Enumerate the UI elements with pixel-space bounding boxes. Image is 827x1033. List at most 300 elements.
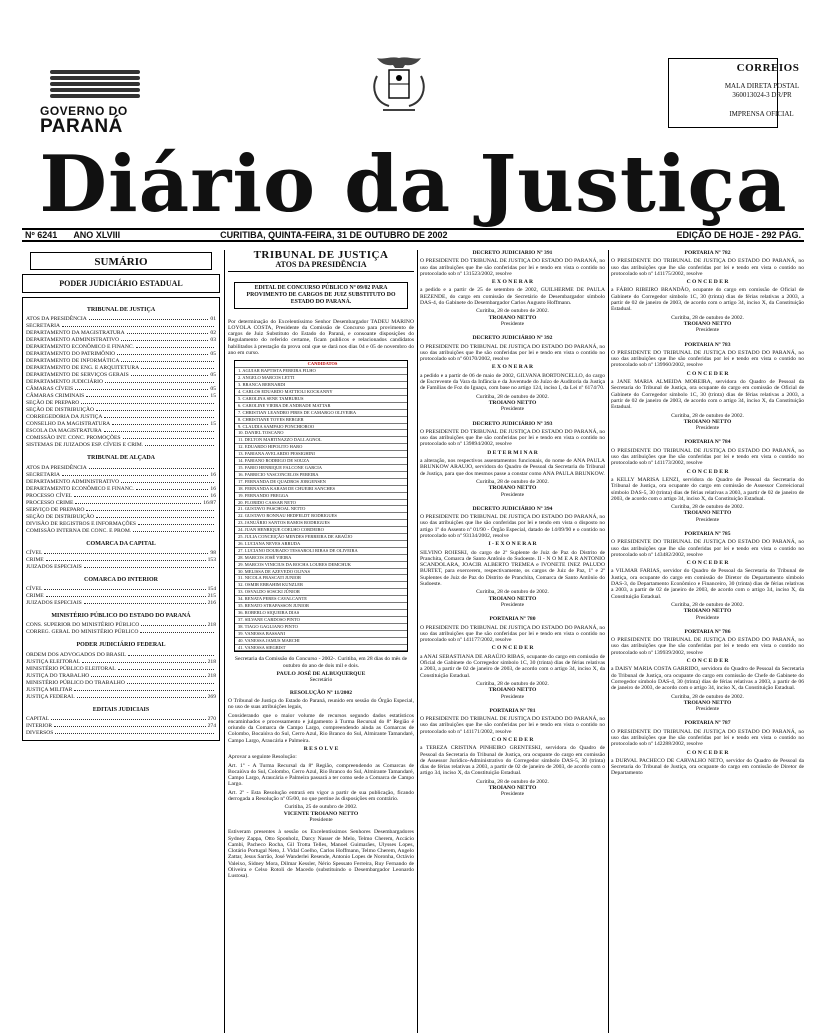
decree-intro: O PRESIDENTE DO TRIBUNAL DE JUSTIÇA DO ESTADO DO PARANÁ, no uso das atribuições que lhe são conferidas por lei e tendo em vista o contido no protocolado sob nº 141171/2002, resolve (420, 716, 605, 735)
candidate-row: 7. CHRISTIAN LEANDRO PIRES DE CAMARGO OLIVEIRA (235, 410, 407, 417)
summary-dots (44, 589, 205, 590)
summary-page-number: 03 (210, 337, 216, 344)
decree-date: Curitiba, 28 de outubro de 2002. (476, 680, 549, 687)
summary-section-title: PODER JUDICIÁRIO FEDERAL (76, 642, 166, 649)
candidate-row: 16. FABRICIO VASCONCELOS PEREIRA (235, 472, 407, 479)
summary-row (23, 680, 219, 687)
summary-item-label: DEPARTAMENTO DO PATRIMÔNIO (26, 351, 116, 358)
candidate-row: 41. VANESSA SIEGRIST (235, 645, 407, 652)
summary-item-label: CRIME (26, 593, 44, 600)
decree-signature: TROIANO NETTO (488, 785, 537, 792)
summary-item-label: ATOS DA PRESIDÊNCIA (26, 464, 87, 471)
decree-signature: TROIANO NETTO (488, 687, 537, 694)
summary-page-number: 05 (210, 372, 216, 379)
decree-body: a DAISY MARIA COSTA GARRIDO, servidora do Quadro de Pessoal da Secretaria do Tribunal de Justiça, ora ocupante do cargo em comissão de Chefe de Gabinete do Corregedor símbolo DAS-4, 30 (trinta) dias de férias relativas a 2003, a partir de 06 de janeiro de 2003, de acordo com o artigo 34, inciso X, da Constituição Estadual. (611, 666, 804, 692)
summary-item-label: JUSTIÇA ELEITORAL (26, 658, 81, 665)
summary-item-label: SEÇÃO DE DISTRIBUIÇÃO (26, 407, 95, 414)
decree-role: Presidente (500, 601, 525, 608)
decree-date: Curitiba, 28 de outubro de 2002. (671, 504, 744, 511)
candidate-row: 12. EDUARDO HIPOLITO HARO (235, 444, 407, 451)
candidate-row: 14. FABIANO RODRIGO DE SOUZA (235, 458, 407, 465)
summary-row (23, 500, 219, 507)
decree-intro: O PRESIDENTE DO TRIBUNAL DE JUSTIÇA DO ESTADO DO PARANÁ, no uso das atribuições que lhe são conferidas por lei e tendo em vista o contido no protocolado sob nº 141175/2002, resolve (611, 258, 804, 277)
president-name: VICENTE TROIANO NETTO (283, 810, 359, 817)
summary-dots (46, 596, 206, 597)
summary-dots (128, 655, 214, 656)
summary-row (23, 493, 219, 500)
summary-page-number: 98 (210, 549, 216, 556)
summary-row (23, 465, 219, 472)
decree-date: Curitiba, 28 de outubro de 2002. (671, 412, 744, 419)
decree-title: PORTARIA Nº 783 (684, 341, 731, 348)
summary-page-number: 216 (207, 600, 216, 607)
decree-date: Curitiba, 28 de outubro de 2002. (671, 314, 744, 321)
decree-block (420, 708, 605, 798)
summary-dots (118, 669, 214, 670)
summary-dots (89, 319, 209, 320)
candidate-row: 39. VANESSA BASSANI (235, 631, 407, 638)
candidate-row: 30. MELISSA DE AZEVEDO OLIVAS (235, 569, 407, 576)
summary-dots (75, 503, 201, 504)
summary-item-label: PROCESSO CRIME (26, 499, 74, 506)
summary-item-label: DEPARTAMENTO DE ENG. E ARQUITETURA (26, 365, 140, 372)
summary-item-label: DEPARTAMENTO DA MAGISTRATURA (26, 330, 125, 337)
summary-row (23, 666, 219, 673)
summary-row (23, 365, 219, 372)
issue-header (22, 228, 804, 242)
candidate-row: 4. CARLOS EDUARDO MATTIOLI KOCKANNY (235, 389, 407, 396)
decree-block (611, 531, 804, 621)
decree-role: Presidente (695, 614, 720, 621)
candidate-row: 18. FERNANDA KARAM DE CHUEIRI SANCHES (235, 486, 407, 493)
decree-intro: O PRESIDENTE DO TRIBUNAL DE JUSTIÇA DO ESTADO DO PARANÁ, no uso das atribuições que lhe são conferidas por lei e tendo em vista o contido no protocolado sob nº 141177/2002, resolve (420, 624, 605, 644)
decree-role: Presidente (500, 406, 525, 413)
candidate-row: 29. MARCOS VINICIUS DA ROCHA LOURES DEMCHUK (235, 562, 407, 569)
summary-item-label: CONS. SUPERIOR DO MINISTÉRIO PÚBLICO (26, 622, 140, 629)
commission-text: Secretaria da Comissão do Concurso - 2002-. Curitiba, em 28 dias do mês de outubro do ano de dois mil e dois. (234, 656, 408, 669)
candidate-row: 20. FLORIDO CASSAB NETO (235, 500, 407, 507)
decree-date: Curitiba, 28 de outubro de 2002. (476, 393, 549, 400)
summary-row (23, 600, 219, 607)
summary-dots (121, 340, 208, 341)
summary-page-number: 218 (207, 622, 216, 629)
summary-page-number: 05 (210, 351, 216, 358)
summary-dots (141, 625, 205, 626)
summary-row (23, 358, 219, 365)
candidate-row: 37. SILVANE CARDOSO PINTO (235, 617, 407, 624)
summary-page-number: 218 (207, 672, 216, 679)
summary-dots (74, 496, 208, 497)
summary-item-label: CORREGEDORIA DA JUSTIÇA (26, 414, 103, 421)
summary-dots (131, 375, 209, 376)
correios-line1: MALA DIRETA POSTAL (724, 82, 800, 90)
decree-block (420, 506, 605, 608)
summary-dots (62, 475, 208, 476)
sumario-title: SUMÁRIO (30, 252, 212, 270)
summary-dots (96, 517, 214, 518)
decree-role: Presidente (695, 516, 720, 523)
summary-item-label: SISTEMAS DE JUIZADOS ESP. CÍVEIS E CRIM. (26, 442, 144, 449)
summary-page-number: 02 (210, 330, 216, 337)
decree-body: a JANE MARIA ALMEIDA MOREIRA, servidora do Quadro de Pessoal da Secretaria do Tribunal de Justiça, ora ocupante do cargo em comissão de Oficial de Gabinete do Corregedor símbolo 1C, 30 (trinta) dias de férias relativas a 2003, a partir de 02 de janeiro de 2003, de acordo com o artigo 34, inciso X, da Constituição Estadual. (611, 379, 804, 411)
decree-signature: TROIANO NETTO (488, 399, 537, 406)
summary-row (23, 723, 219, 730)
candidate-row: 40. VANESSA JAMUS MARCHI (235, 638, 407, 645)
candidate-row: 35. RENATO STRAPASSON JUNIOR (235, 603, 407, 610)
decree-body: a pedido e a partir de 06 de maio de 2002, GILVANA BORTONCELLO, do cargo de Escrevente da Vara da Infância e da Juventude do Juízo de Auditoria da Justiça de Famílias de Foz do Iguaçu, com base no artigo 124, inciso I, da Lei nº 6174/70. (420, 372, 605, 392)
decree-title: DECRETO JUDICIÁRIO Nº 393 (472, 420, 553, 427)
summary-item-label: SECRETARIA (26, 471, 61, 478)
decree-title: PORTARIA Nº 782 (684, 250, 731, 256)
candidate-row: 17. FERNANDA DE QUADROS JORGENSEN (235, 479, 407, 486)
summary-row (23, 652, 219, 659)
correios-title: CORREIOS (736, 62, 800, 74)
summary-dots (140, 632, 214, 633)
candidate-row: 19. FERNANDO FREGGA (235, 493, 407, 500)
decree-verb: C O N C E D E R (686, 468, 729, 475)
summary-row (23, 323, 219, 330)
summary-page-number: 15 (210, 393, 216, 400)
candidate-row: 24. JUAN HENRIQUE COELHO CORDEIRO (235, 527, 407, 534)
summary-row (23, 550, 219, 557)
summary-item-label: JUSTIÇA MILITAR (26, 686, 73, 693)
summary-page-number: 274 (207, 723, 216, 730)
summary-page-number: 215 (207, 593, 216, 600)
summary-item-label: SECRETARIA (26, 323, 61, 330)
resolve-label: R E S O L V E (303, 746, 339, 752)
decree-signature: TROIANO NETTO (683, 320, 732, 327)
summary-row (23, 730, 219, 737)
logo-line2: PARANÁ (40, 116, 123, 137)
summary-dots (104, 417, 214, 418)
summary-row (23, 586, 219, 593)
candidate-row: 38. TIAGO GAGLIANO PINTO (235, 624, 407, 631)
summary-dots (112, 424, 208, 425)
decree-verb: E X O N E R A R (491, 364, 534, 371)
decree-body: a VILMAR FARIAS, servidor do Quadro de Pessoal da Secretaria do Tribunal de Justiça, ora ocupante do cargo em comissão de Diretor do Departamento símbolo DAS-3, do Departamento Econômico e Financeiro, 30 (trinta) dias de férias relativas a 2003, a partir de 02 de janeiro de 2003, de acordo com o artigo 34, inciso X, da Constituição Estadual. (611, 568, 804, 600)
issue-edition: EDIÇÃO DE HOJE - 292 PÁG. (676, 230, 801, 240)
summary-dots (54, 726, 206, 727)
summary-row (23, 414, 219, 421)
candidate-row: 11. DELTON MARTINAZZO DALLAGNOL (235, 437, 407, 444)
decree-verb: C O N C E D E R (686, 658, 729, 665)
decree-intro: O PRESIDENTE DO TRIBUNAL DE JUSTIÇA DO ESTADO DO PARANÁ, no uso das atribuições que lhe são conferidas por lei e tendo em vista o contido no protocolado sob nº 139939/2002, resolve (611, 637, 804, 656)
summary-section-title: EDITAIS JUDICIAIS (92, 706, 150, 713)
candidate-row: 6. CAROLINE VIEIRA DE ANDRADE MATTAR (235, 403, 407, 410)
decree-title: PORTARIA Nº 786 (684, 628, 731, 635)
decree-signature: TROIANO NETTO (683, 699, 732, 706)
summary-item-label: CONSELHO DA MAGISTRATURA (26, 421, 111, 428)
decree-role: Presidente (500, 320, 525, 327)
decree-block (611, 439, 804, 523)
decree-signature: TROIANO NETTO (488, 485, 537, 492)
summary-item-label: INTERIOR (26, 723, 53, 730)
summary-row (23, 629, 219, 636)
decree-role: Presidente (695, 425, 720, 432)
summary-dots (77, 697, 206, 698)
summary-dots (117, 354, 208, 355)
decree-verb: I - E X O N E R A R (488, 541, 537, 548)
decree-body: a alteração, nos respectivos assentamentos funcionais, do nome de ANA PAULA BRUNKOW ARAUJO, servidora do Quadro de Pessoal da Secretaria do Tribunal de Justiça, para que dos mesmos passe a constar como ANA PAULA BRUNKOW. (420, 458, 605, 477)
candidate-row: 32. OSMIR EBRAHIM KUNZLER (235, 582, 407, 589)
decree-title: DECRETO JUDICIÁRIO Nº 392 (472, 335, 553, 342)
summary-page-number: 01 (210, 316, 216, 323)
sumario-list (22, 297, 220, 741)
summary-row (23, 659, 219, 666)
summary-item-label: DIVISÃO DE REGISTROS E INFORMAÇÕES (26, 520, 137, 527)
resolution-p1: O Tribunal de Justiça do Estado do Paraná, reunido em sessão do Órgão Especial, no uso de suas atribuições legais, (228, 697, 414, 711)
summary-dots (55, 733, 214, 734)
summary-row (23, 564, 219, 571)
summary-dots (74, 690, 214, 691)
decree-signature: TROIANO NETTO (683, 418, 732, 425)
summary-dots (44, 553, 208, 554)
summary-section-title: COMARCA DO INTERIOR (83, 576, 158, 583)
summary-dots (81, 403, 214, 404)
summary-section-title: TRIBUNAL DE ALÇADA (86, 455, 155, 462)
summary-dots (89, 468, 214, 469)
decree-role: Presidente (500, 693, 525, 700)
decree-body: SILVINO ROIESKI, do cargo de 2º Suplente de Juiz de Paz do Distrito de Pranchita, Comarca de Santo Antônio do Sudoeste. II - N O M E A R ANTONIO SCANDOLARA, JOACIR ALBERTO TREMEA e IVONETE INEZ PALUDO BURTET, para exercerem, respectivamente, os cargos de Juiz de Paz, 1º e 2º Suplentes de Juiz de Paz do Distrito de Pranchita, Comarca de Santo Antônio do Sudoeste. (420, 549, 605, 588)
decree-intro: O PRESIDENTE DO TRIBUNAL DE JUSTIÇA DO ESTADO DO PARANÁ, no uso das atribuições que lhe são conferidas por lei e tendo em vista o contido no protocolado sob nº 141173/2002, resolve (611, 447, 804, 467)
summary-dots (46, 560, 206, 561)
summary-dots (96, 410, 214, 411)
decree-intro: O PRESIDENTE DO TRIBUNAL DE JUSTIÇA DO ESTADO DO PARANÁ, no uso das atribuições que lhe são conferidas por lei e tendo em vista o contido no protocolado sob nº 139960/2002, resolve (611, 349, 804, 369)
decree-block (420, 335, 605, 412)
decree-title: DECRETO JUDICIÁRIO Nº 394 (472, 505, 553, 512)
logo-line1: GOVERNO DO (40, 104, 128, 118)
decree-block (420, 421, 605, 498)
summary-page-number: 218 (207, 658, 216, 665)
candidate-row: 33. OSVALDO SOSCKI JÚNIOR (235, 589, 407, 596)
summary-page-number: 153 (207, 556, 216, 563)
summary-dots (138, 524, 214, 525)
summary-dots (84, 603, 206, 604)
decree-title: PORTARIA Nº 781 (489, 707, 536, 714)
summary-dots (127, 683, 214, 684)
candidate-row: 27. LUCIANO DOURADO TESSAROLI RIBAS DE OLIVEIRA (235, 548, 407, 555)
summary-item-label: DEPARTAMENTO DE INFORMÁTICA (26, 358, 120, 365)
summary-dots (82, 662, 205, 663)
poder-judiciario-estadual: PODER JUDICIÁRIO ESTADUAL (22, 274, 220, 293)
summary-dots (105, 382, 214, 383)
summary-item-label: ATOS DA PRESIDÊNCIA (26, 316, 87, 323)
summary-item-label: PROCESSO CÍVEL (26, 492, 73, 499)
issue-year: ANO XLVIII (73, 230, 121, 240)
tj-title: TRIBUNAL DE JUSTIÇA (253, 250, 389, 261)
decree-block (611, 629, 804, 713)
decree-body: a TEREZA CRISTINA PINHEIRO GRENTESKI, servidora do Quadro de Pessoal da Secretaria do Tribunal de Justiça, ora ocupante do cargo em comissão de Assessor Jurídico-Administrativo do Corregedor símbolo DAS-5, 30 (trinta) dias de férias relativas a 2003, a partir de 02 de janeiro de 2003, de acordo com o artigo 34, inciso X, da Constituição Estadual. (420, 745, 605, 777)
candidate-row: 36. ROBERLO SIQUEIRA DIAS (235, 610, 407, 617)
decree-verb: C O N C E D E R (491, 645, 534, 652)
summary-dots (84, 567, 214, 568)
summary-item-label: ORDEM DOS ADVOGADOS DO BRASIL (26, 651, 127, 658)
decree-body: a FÁBIO RIBEIRO BRANDÃO, ocupante do cargo em comissão de Oficial de Gabinete do Corregedor símbolo 1C, 30 (trinta) dias de férias relativas a 2003, a partir de 02 de janeiro de 2003, de acordo com o artigo 34, inciso X, da Constituição Estadual. (611, 287, 804, 313)
summary-page-number: 16 (210, 492, 216, 499)
summary-section-title: TRIBUNAL DE JUSTIÇA (86, 307, 156, 313)
summary-page-number: 269 (207, 693, 216, 700)
summary-dots (145, 445, 214, 446)
resolution-date: Curitiba, 25 de outubro de 2002. (284, 804, 358, 811)
summary-page-number: 15 (210, 421, 216, 428)
summary-item-label: DEPARTAMENTO JUDICIÁRIO (26, 379, 104, 386)
secretary-name: PAULO JOSÉ DE ALBUQUERQUE (276, 671, 366, 678)
summary-item-label: COMISSÃO INT. CONC. PROMOÇÕES (26, 435, 121, 442)
resolution-p2: Considerando que o maior volume de recursos segundo dados estatísticos encaminhados e processamento e julgamento à Turma Recursal do 8ª Região é oriundo da Comarca de Campo Largo, compreendendo ainda as Comarcas de Colombo, Bocaiúva do Sul, Cerro Azul, Rio Branco do Sul, Almirante Tamandaré, Campo Largo, Araucária e Palmeira. (228, 712, 414, 744)
portarias-column (611, 250, 804, 1033)
summary-dots (104, 431, 214, 432)
correios-stamp (668, 58, 800, 128)
candidates-table (234, 360, 408, 652)
candidate-row: 31. NICOLA FRASCATI JUNIOR (235, 575, 407, 582)
president-role: Presidente (309, 816, 333, 823)
decree-date: Curitiba, 28 de outubro de 2002. (476, 308, 549, 315)
decree-intro: O PRESIDENTE DO TRIBUNAL DE JUSTIÇA DO ESTADO DO PARANÁ, no uso das atribuições que lhe são conferidas por lei e tendo em vista o disposto no artigo 1º do Assento nº 01/90 - Órgão Especial, datado de 14/09/90 e o contido no protocolado sob nº 93134/2002, resolve (420, 514, 605, 539)
decree-intro: O PRESIDENTE DO TRIBUNAL DE JUSTIÇA DO ESTADO DO PARANÁ, no uso das atribuições que lhe são conferidas por lei e tendo em vista o contido no protocolado sob nº 139894/2002, resolve (420, 428, 605, 448)
summary-item-label: ESCOLA DA MAGISTRATURA (26, 428, 102, 435)
summary-page-number: 154 (207, 586, 216, 593)
edital-title: EDITAL DE CONCURSO PÚBLICO Nº 09/02 PARA PROVIMENTO DE CARGOS DE JUIZ SUBSTITUTO DO ESTADO DO PARANÁ. (234, 282, 408, 309)
summary-row (23, 593, 219, 600)
summary-item-label: DEPARTAMENTO ECONÔMICO E FINANC. (26, 485, 134, 492)
summary-dots (121, 482, 214, 483)
decree-verb: C O N C E D E R (686, 560, 729, 567)
resolution-art2: Art. 2º - Esta Resolução entrará em vigor a partir de sua publicação, ficando derrogada a Resolução nº 05/00, no que pertine às disposições em contrário. (228, 789, 414, 803)
correios-line2: 360013024-3 DR/PR (732, 91, 792, 99)
candidate-row: 1. AGUIAR BAPTISTA PEREIRA FILHO (235, 368, 407, 375)
coat-of-arms-icon (363, 54, 435, 122)
decree-title: PORTARIA Nº 780 (489, 616, 536, 623)
summary-item-label: COMISSÃO INTERNA DE CONC. E PROM. (26, 527, 132, 534)
summary-page-number: 16 (210, 471, 216, 478)
decree-intro: O PRESIDENTE DO TRIBUNAL DE JUSTIÇA DO ESTADO DO PARANÁ, no uso das atribuições que lhe são conferidas por lei e tendo em vista o contido no protocolado sob nº 142288/2002, resolve (611, 728, 804, 748)
logo-stripes-icon (50, 70, 140, 100)
decree-role: Presidente (695, 327, 720, 334)
decree-block (420, 250, 605, 327)
summary-row (23, 507, 219, 514)
summary-row (23, 716, 219, 723)
summary-row (23, 421, 219, 428)
summary-dots (86, 510, 214, 511)
summary-item-label: SERVIÇO DE PREPARO (26, 506, 85, 513)
decree-role: Presidente (695, 706, 720, 713)
summary-row (23, 514, 219, 521)
candidate-row: 10. DANIEL TOSCANO (235, 430, 407, 437)
summary-dots (86, 396, 208, 397)
masthead-title: Diário da Justiça (39, 139, 788, 230)
secretary-role: Secretário (309, 677, 333, 684)
decree-body: a KELLY MARISA LENZI, servidora do Quadro de Pessoal da Secretaria do Tribunal de Justiça, ora ocupante do cargo em comissão de Assessor Correicional símbolo DAS-5, 30 (trinta) dias de férias relativas a 2003, a partir de 02 de janeiro de 2003, de acordo com o artigo 34, inciso X, da Constituição Estadual. (611, 476, 804, 502)
candidate-row: 5. CAROLINA SENE TAMBURUS (235, 396, 407, 403)
summary-section-title: COMARCA DA CAPITAL (86, 540, 156, 547)
decree-verb: E X O N E R A R (491, 279, 534, 286)
decree-date: Curitiba, 28 de outubro de 2002. (476, 778, 549, 785)
summary-item-label: JUIZADOS ESPECIAIS (26, 563, 82, 570)
candidate-row: 2. ANGELO MARCOS LETTI (235, 375, 407, 382)
candidate-row: 21. GUSTAVO PASCHOAL NETTO (235, 506, 407, 513)
summary-dots (133, 531, 214, 532)
governo-parana-logo (22, 70, 152, 140)
correios-line3: IMPRENSA OFICIAL (729, 110, 794, 118)
decree-block (611, 720, 804, 776)
candidate-row: 34. RENATA PERES CAVALCANTE (235, 596, 407, 603)
decree-title: PORTARIA Nº 784 (684, 439, 731, 446)
decree-verb: C O N C E D E R (686, 279, 729, 286)
summary-row (23, 521, 219, 528)
summary-item-label: SEÇÃO DE PREPARO (26, 400, 80, 407)
summary-dots (136, 489, 208, 490)
summary-dots (123, 438, 214, 439)
decree-signature: TROIANO NETTO (488, 595, 537, 602)
summary-dots (141, 368, 214, 369)
summary-item-label: CÍVEL (26, 549, 43, 556)
candidate-row: 3. BRANCA BERNARDI (235, 382, 407, 389)
summary-row (23, 694, 219, 701)
atos-presidencia-title: ATOS DA PRESIDÊNCIA (228, 260, 414, 271)
sumario-column (22, 250, 220, 1033)
decree-block (611, 250, 804, 334)
decree-date: Curitiba, 28 de outubro de 2002. (671, 693, 744, 700)
decree-role: Presidente (500, 491, 525, 498)
summary-page-number: 05 (210, 386, 216, 393)
decree-body: a DURVAL PACHECO DE CARVALHO NETO, servidor do Quadro de Pessoal da Secretaria do Tribunal de Justiça, ora ocupante do cargo em comissão de Diretor de Departamento (611, 757, 804, 777)
summary-item-label: SEÇÃO DE DISTRIBUIÇÃO (26, 513, 95, 520)
summary-dots (136, 347, 214, 348)
decree-block (611, 342, 804, 432)
session-attendees: Estiveram presentes à sessão os Excelentíssimos Senhores Desembargadores Sydney Zappa, Otto Sponholz, Darcy Nasser de Melo, Telmo Cherem, Accácio Cambi, Pacheco Rocha, Gil Trotta Telles, Manoel Guimarães, Ulysses Lopes, Clotário Portugal Neto, J. Vidal Coelho, Carlos Hoffmann, Telmo Cherem, Angelo Zattar, Jesus Sarrão, José Wanderlei Resende, Antonio Lopes de Noronha, Octávio Valeixo, Sidney Mora, Dilmar Kessler, Nério Spessato Ferreira, Ruy Fernando de Oliveira e Celso Rotoli de Macedo (substituindo o Desembargador Leonardo Lustosa). (228, 829, 414, 880)
summary-page-number: 270 (207, 716, 216, 723)
resolution-title: RESOLUÇÃO Nº 11/2002 (289, 689, 353, 696)
issue-date: CURITIBA, QUINTA-FEIRA, 31 DE OUTUBRO DE 2002 (220, 230, 448, 240)
decree-body: a pedido e a partir de 25 de setembro de 2002, GUILHERME DE PAULA REZENDE, do cargo em comissão de Secretário de Desembargador símbolo DAS-4, do Gabinete do Desembargador Carlos Augusto Hoffmann. (420, 287, 605, 307)
decree-role: Presidente (500, 791, 525, 798)
decree-title: PORTARIA Nº 787 (684, 720, 731, 727)
decree-signature: TROIANO NETTO (683, 510, 732, 517)
candidate-row: 22. GUSTAVO RONNAU HEDFELDT RODRIGUES (235, 513, 407, 520)
summary-item-label: DEPARTAMENTO ADMINISTRATIVO (26, 478, 120, 485)
summary-item-label: JUSTIÇA DO TRABALHO (26, 672, 90, 679)
summary-row (23, 330, 219, 337)
summary-item-label: DEPARTAMENTO DE SERVIÇOS GERAIS (26, 372, 129, 379)
decree-date: Curitiba, 28 de outubro de 2002. (476, 478, 549, 485)
summary-item-label: CÂMARAS CÍVEIS (26, 386, 74, 393)
summary-item-label: CAPITAL (26, 716, 50, 723)
decree-title: PORTARIA Nº 785 (684, 530, 731, 537)
candidate-row: 28. MARCOS JOSÉ VIEIRA (235, 555, 407, 562)
candidate-row: 23. JANUÁRIO SANTOS RAMOS RODRIGUES (235, 520, 407, 527)
decree-date: Curitiba, 28 de outubro de 2002. (671, 601, 744, 608)
summary-dots (91, 676, 205, 677)
decree-body: a ANAI SEBASTIANA DE ARAÚJO RIBAS, ocupante do cargo em comissão de Oficial de Gabinete do Corregedor símbolo 1C, 30 (trinta) dias de férias relativas a 2003, a partir de 02 de janeiro de 2003, de acordo com o artigo 34, inciso X, da Constituição Estadual. (420, 653, 605, 679)
decree-intro: O PRESIDENTE DO TRIBUNAL DE JUSTIÇA DO ESTADO DO PARANÁ, no uso das atribuições que lhe são conferidas por lei e tendo em vista o contido no protocolado sob nº 60170/2002, resolve (420, 343, 605, 363)
decree-verb: C O N C E D E R (686, 370, 729, 377)
candidate-row: 13. FABIANA AVELARDO PESSIGHINI (235, 451, 407, 458)
summary-item-label: CRIME (26, 556, 44, 563)
summary-dots (127, 333, 209, 334)
tj-column (228, 250, 414, 1033)
issue-number: Nº 6241 (25, 230, 58, 240)
candidate-row: 8. CHRISTIANE TOYES BERGER (235, 417, 407, 424)
summary-item-label: MINISTÉRIO PÚBLICO ELEITORAL (26, 665, 116, 672)
summary-item-label: JUSTIÇA FEDERAL (26, 693, 75, 700)
summary-item-label: CÂMARAS CRIMINAIS (26, 393, 85, 400)
summary-row (23, 528, 219, 535)
decree-intro: O PRESIDENTE DO TRIBUNAL DE JUSTIÇA DO ESTADO DO PARANÁ, no uso das atribuições que lhe são conferidas por lei e tendo em vista o contido no protocolado sob nº 143482/2002, resolve (611, 539, 804, 558)
summary-item-label: JUIZADOS ESPECIAIS (26, 600, 82, 607)
summary-dots (62, 326, 214, 327)
summary-row (23, 486, 219, 493)
candidate-row: 9. CLAUDIA SAMPAIO PONCHIOROO (235, 424, 407, 431)
